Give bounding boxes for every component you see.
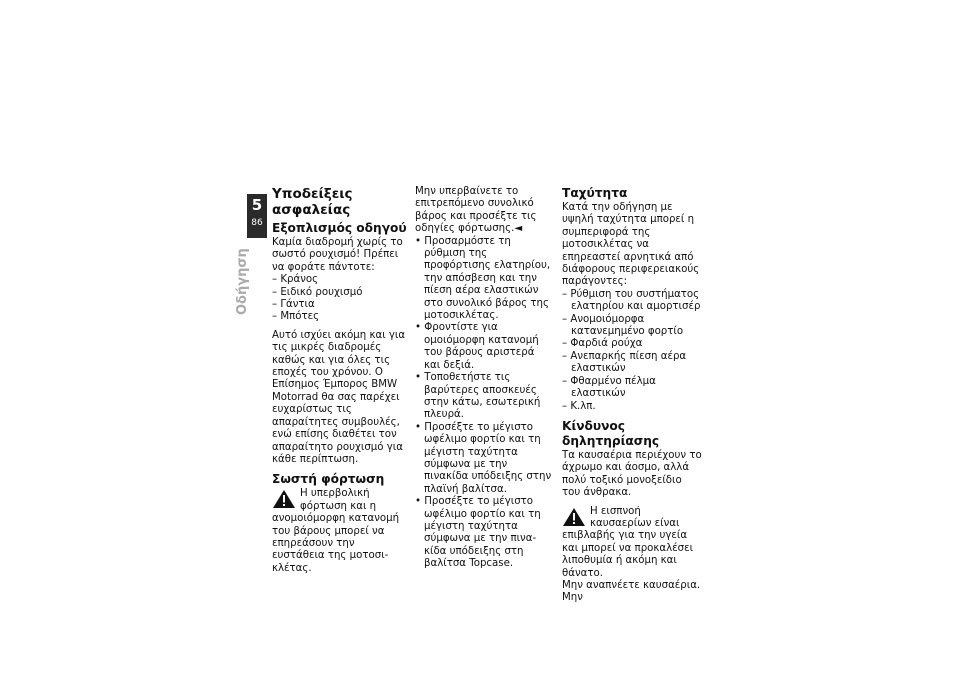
list-item: – Κράνος [272,274,407,286]
page-number: 86 [251,218,263,228]
poison-paragraph: Τα καυσαέρια περιέχουν το άχρωμο και άοσμο, αλλά πολύ τοξικό μονοξείδιο του άνθρακα. [562,449,702,499]
warning-icon [272,489,296,509]
equipment-list [272,274,407,324]
column-2 [415,186,553,571]
list-item: – Γάντια [272,299,407,311]
list-item: – Ειδικό ρουχισμό [272,287,407,299]
chapter-tab [247,194,267,238]
list-item: – Ανομοιόμορφα κατανεμημένο φορτίο [562,314,702,339]
list-item: • Προσέξτε το μέγιστο ωφέλιμο φορτίο και τη μέγιστη ταχύτητα σύμφωνα με την πινακίδα υπόδειξης στη βαλίτσα Topcase. [415,496,553,570]
loading-heading: Σωστή φόρτωση [272,472,385,487]
list-item: • Προσέξτε το μέγιστο ωφέλιμο φορτίο και τη μέγιστη ταχύτητα σύμφωνα με την πινακίδα υπόδειξης στην πλαϊνή βαλίτσα. [415,422,553,496]
poison-tail: Μην αναπνέετε καυσαέρια. Μην [562,579,701,604]
loading-intro: Μην υπερβαίνετε το επιτρεπόμενο συνολικό βάρος και προσέξτε τις οδηγίες φόρτωσης.◄ [415,186,537,235]
list-item: – Ρύθμιση του συστήματος ελατηρίου και αμορτισέρ [562,289,702,314]
equipment-intro: Καμία διαδρομή χωρίς το σωστό ρουχισμό! Πρέπει να φοράτε πάντοτε: [272,237,403,273]
list-item: • Φροντίστε για ομοιόμορφη κατανομή του βάρους αριστερά και δεξιά. [415,322,553,372]
column-1 [272,186,407,575]
list-item: – Φαρδιά ρούχα [562,338,702,350]
chapter-number: 5 [251,196,263,214]
speed-intro: Κατά την οδήγηση με υψηλή ταχύτητα μπορεί η συμπεριφορά της μοτοσικλέτας να επηρεαστεί αρνητικά από διάφορους περιφερειακούς παράγοντες: [562,202,700,288]
list-item: – Κ.λπ. [562,401,702,413]
loading-bullets [415,236,553,571]
column-3 [562,186,702,605]
loading-warning-text: Η υπερβολική φόρτωση και η ανομοιόμορφη κατανομή του βάρους μπορεί να επηρεάσουν την ευστάθεια της μοτοσικλέτας. [272,488,400,574]
equipment-heading: Εξοπλισμός οδηγού [272,221,407,235]
warning-icon [562,507,586,527]
loading-warning [272,488,407,575]
speed-heading: Ταχύτητα [562,186,628,200]
poison-heading: Κίνδυνος δηλητηρίασης [562,418,660,448]
poison-warning [562,506,702,580]
chapter-side-label: Οδήγηση [235,248,250,315]
list-item: – Μπότες [272,311,407,323]
speed-list [562,289,702,413]
equipment-paragraph: Αυτό ισχύει ακόμη και για τις μικρές διαδρομές καθώς και για όλες τις εποχές του χρόνου. Ο Επίσημος Έμπορος BMW Motorrad θα σας παρέχει ευχαρίστως τις απαραίτητες συμβουλές, ενώ επίσης διαθέτει τον απαραίτητο ρουχισμό για κάθε περίπτωση. [272,329,406,465]
list-item: • Προσαρμόστε τη ρύθμιση της προφόρτισης ελατηρίου, την απόσβεση και την πίεση αέρα ελαστικών στο συνολικό βάρος της μοτοσικλέτας. [415,236,553,323]
list-item: – Φθαρμένο πέλμα ελαστικών [562,376,702,401]
list-item: – Ανεπαρκής πίεση αέρα ελαστικών [562,351,702,376]
list-item: • Τοποθετήστε τις βαρύτερες αποσκευές στην κάτω, εσωτερική πλευρά. [415,372,553,422]
page-title: Υποδείξεις ασφαλείας [272,186,353,218]
poison-warning-text: Η εισπνοή καυσαερίων είναι επιβλαβής για την υγεία και μπορεί να προκαλέσει λιποθυμία ή ακόμη και θάνατο. [562,505,694,579]
